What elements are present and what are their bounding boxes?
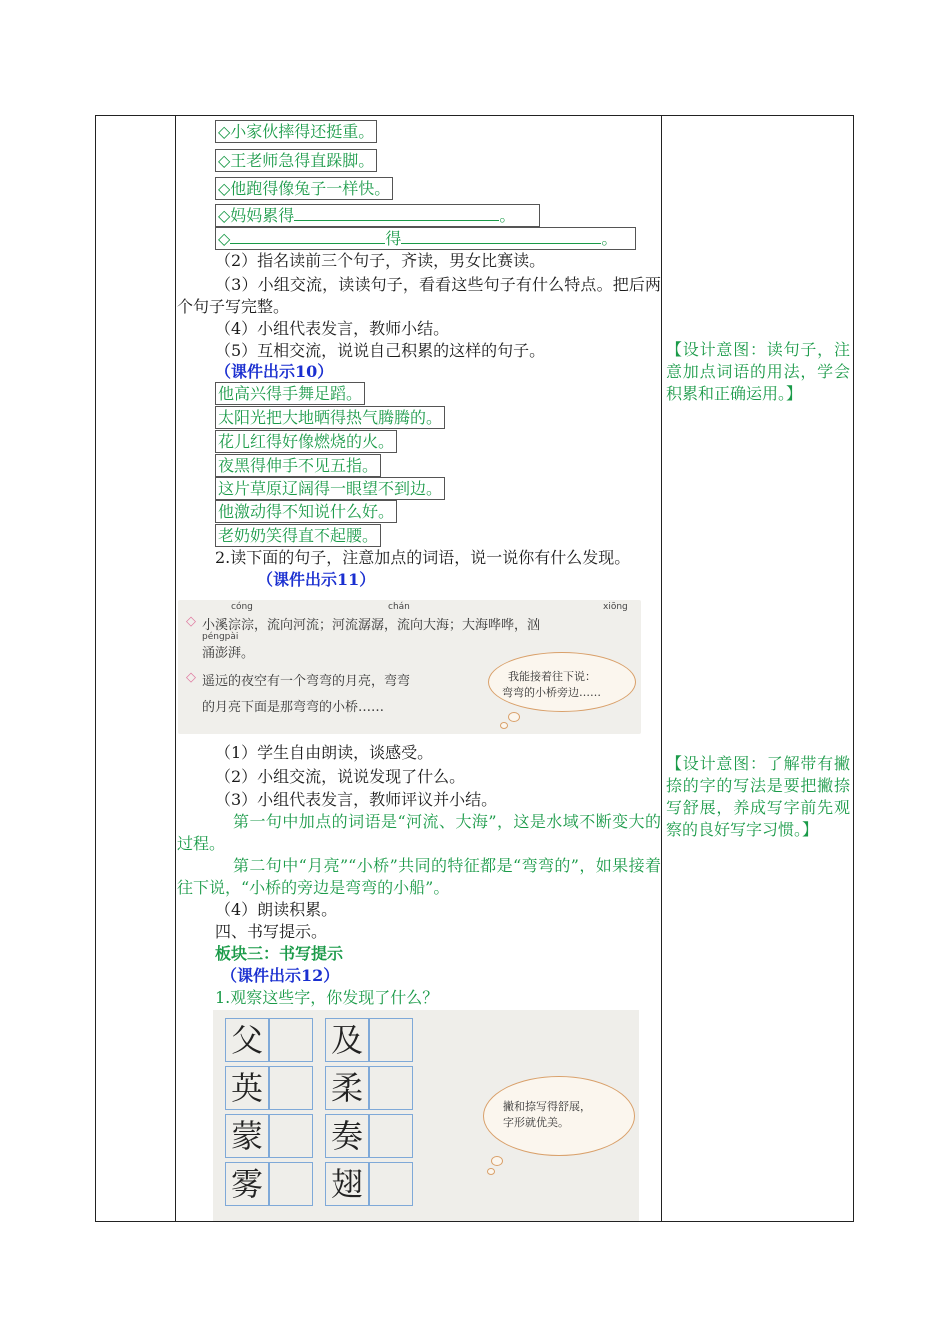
step-text: （5）互相交流，说说自己积累的这样的句子。 [215,341,546,360]
bubble-text: 我能接着往下说： [508,670,596,683]
summary-text: 第一句中加点的词语是“河流、大海”，这是水域不断变大的过程。 [177,812,661,853]
sentence-box: ◇他跑得像兔子一样快。 [215,177,393,200]
diamond-icon: ◇ [186,670,196,685]
step-text: （1）学生自由朗读，谈感受。 [215,743,434,762]
sentence-box: 花儿红得好像燃烧的火。 [215,430,397,453]
writing-grid [225,1018,437,1213]
step-text: （4）小组代表发言，教师小结。 [215,319,450,338]
design-intent-note: 【设计意图：读句子，注意加点词语的用法，学会积累和正确运用。】 [666,340,850,403]
sentence-box: ◇王老师急得直跺脚。 [215,149,377,172]
thought-bubble-dot [508,712,520,722]
bubble-text: 撇和捺写得舒展， [503,1100,591,1113]
pinyin: péngpài [202,632,239,642]
textbook-image-characters [213,1010,639,1221]
task-text: 2.读下面的句子，注意加点的词语，说一说你有什么发现。 [215,548,631,567]
section-heading: 四、书写提示。 [215,922,328,941]
thought-bubble-dot [500,722,508,729]
sentence-box: 这片草原辽阔得一眼望不到边。 [215,477,445,500]
blank-line [401,228,601,244]
sentence-prefix: ◇ [218,229,231,248]
fill-blank-sentence [215,227,636,250]
blank-line [294,205,499,221]
sentence-middle: 得 [385,229,402,248]
pinyin: cóng [231,602,253,612]
sentence-box: ◇小家伙摔得还挺重。 [215,120,377,143]
main-column [177,116,662,1221]
grid-cell [269,1162,313,1206]
character: 翅 [330,1165,363,1203]
sentence-prefix: ◇妈妈累得 [218,206,295,225]
task-text: 1.观察这些字，你发现了什么？ [215,988,439,1007]
character: 英 [230,1069,263,1107]
sentence-box: 夜黑得伸手不见五指。 [215,454,381,477]
thought-bubble-dot [491,1156,503,1166]
step-text: （4）朗读积累。 [215,900,338,919]
courseware-label: （课件出示12） [221,966,340,985]
textbook-image-sentences [178,600,641,734]
step-text: （3）小组代表发言，教师评议并小结。 [215,790,498,809]
pinyin: chán [388,602,410,612]
column-divider-1 [175,116,176,1221]
sentence-period: 。 [601,229,618,248]
character: 奏 [330,1117,363,1155]
sentence-box: 他激动得不知说什么好。 [215,500,397,523]
character: 柔 [330,1069,363,1107]
sentence-box: 他高兴得手舞足蹈。 [215,382,365,405]
image-text: 涌澎湃。 [202,646,255,661]
step-text: （2）指名读前三个句子，齐读，男女比赛读。 [215,251,546,270]
sentence-period: 。 [499,206,516,225]
grid-cell [269,1018,313,1062]
character: 蒙 [230,1117,263,1155]
block-heading: 板块三：书写提示 [215,944,344,963]
image-text: 的月亮下面是那弯弯的小桥…… [202,700,385,715]
bubble-text: 弯弯的小桥旁边…… [502,686,601,699]
fill-blank-sentence [215,204,540,227]
grid-cell [269,1066,313,1110]
character: 父 [230,1021,263,1059]
courseware-label: （课件出示10） [215,362,334,381]
lesson-table [95,115,854,1222]
bubble-text: 字形就优美。 [503,1116,569,1129]
blank-line [230,228,385,244]
grid-cell [369,1018,413,1062]
image-text: 小溪淙淙，流向河流；河流潺潺，流向大海；大海哗哗，汹 [202,618,541,633]
thought-bubble-dot [487,1168,495,1175]
grid-cell [269,1114,313,1158]
summary-text: 第二句中“月亮”“小桥”共同的特征都是“弯弯的”，如果接着往下说，“小桥的旁边是弯弯的小船”。 [177,856,661,897]
image-text: 遥远的夜空有一个弯弯的月亮，弯弯 [202,674,411,689]
sentence-box: 老奶奶笑得直不起腰。 [215,524,381,547]
step-text: （2）小组交流，说说发现了什么。 [215,767,466,786]
step-text: （3）小组交流，读读句子，看看这些句子有什么特点。把后两个句子写完整。 [177,275,661,316]
grid-cell [369,1114,413,1158]
grid-cell [369,1066,413,1110]
sentence-box: 太阳光把大地晒得热气腾腾的。 [215,406,445,429]
diamond-icon: ◇ [186,614,196,629]
design-intent-note: 【设计意图：了解带有撇捺的字的写法是要把撇捺写舒展，养成写字前先观察的良好写字习惯。】 [666,754,850,839]
pinyin: xiōng [603,602,628,612]
character: 及 [330,1021,363,1059]
courseware-label: （课件出示11） [257,570,376,589]
grid-cell [369,1162,413,1206]
character: 雾 [230,1165,263,1203]
